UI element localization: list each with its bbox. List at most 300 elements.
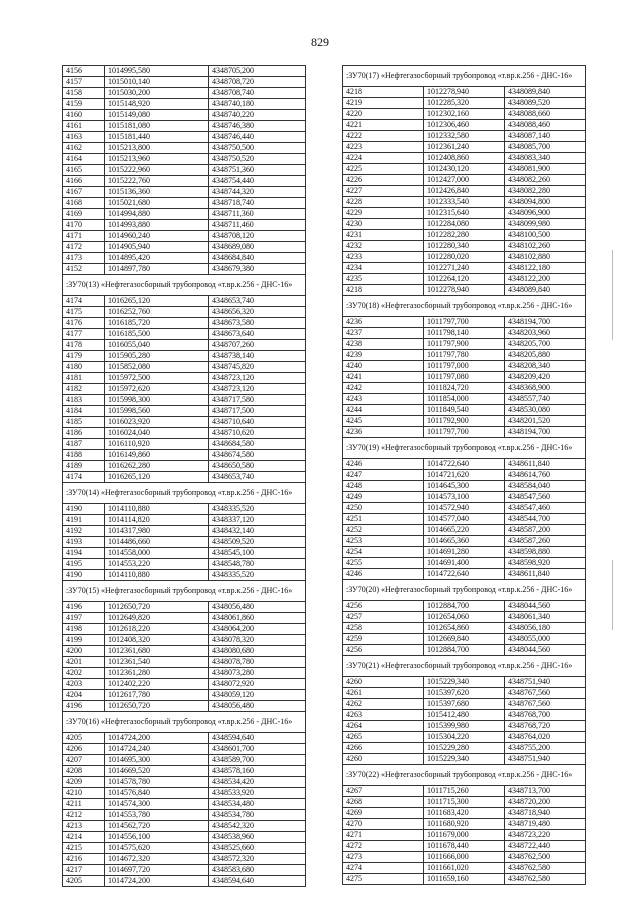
x-coordinate: 1011798,140 [424, 328, 505, 339]
y-coordinate: 4348583,680 [209, 865, 306, 876]
y-coordinate: 4348209,420 [505, 372, 586, 383]
point-number: 4199 [63, 635, 105, 646]
y-coordinate: 4348044,560 [505, 601, 586, 612]
table-row [343, 241, 586, 252]
point-number: 4228 [343, 197, 424, 208]
point-number: 4177 [63, 329, 105, 340]
x-coordinate: 1015229,280 [424, 743, 505, 754]
point-number: 4221 [343, 120, 424, 131]
table-row [343, 754, 586, 765]
point-number: 4253 [343, 536, 424, 547]
y-coordinate: 4348089,840 [505, 285, 586, 296]
table-row [343, 623, 586, 634]
y-coordinate: 4348530,080 [505, 405, 586, 416]
table-row [343, 175, 586, 186]
x-coordinate: 1012361,240 [424, 142, 505, 153]
point-number: 4219 [343, 98, 424, 109]
point-number: 4198 [63, 624, 105, 635]
x-coordinate: 1014576,840 [105, 788, 209, 799]
y-coordinate: 4348598,880 [505, 547, 586, 558]
x-coordinate: 1014697,720 [105, 865, 209, 876]
section-header-row [343, 580, 586, 601]
x-coordinate: 1011797,780 [424, 350, 505, 361]
y-coordinate: 4348740,220 [209, 110, 306, 121]
table-row [63, 296, 306, 307]
point-number: 4227 [343, 186, 424, 197]
x-coordinate: 1012430,120 [424, 164, 505, 175]
y-coordinate: 4348578,160 [209, 766, 306, 777]
table-row [63, 635, 306, 646]
table-row [343, 350, 586, 361]
table-row [63, 624, 306, 635]
x-coordinate: 1016023,920 [105, 417, 209, 428]
y-coordinate: 4348653,740 [209, 296, 306, 307]
x-coordinate: 1012333,540 [424, 197, 505, 208]
point-number: 4206 [63, 744, 105, 755]
table-row [343, 208, 586, 219]
table-row [343, 263, 586, 274]
x-coordinate: 1012306,460 [424, 120, 505, 131]
y-coordinate: 4348587,200 [505, 525, 586, 536]
y-coordinate: 4348594,640 [209, 733, 306, 744]
x-coordinate: 1015222,760 [105, 176, 209, 187]
y-coordinate: 4348337,120 [209, 515, 306, 526]
x-coordinate: 1016262,280 [105, 461, 209, 472]
table-row [343, 612, 586, 623]
x-coordinate: 1011824,720 [424, 383, 505, 394]
x-coordinate: 1014575,620 [105, 843, 209, 854]
y-coordinate: 4348088,660 [505, 109, 586, 120]
point-number: 4212 [63, 810, 105, 821]
y-coordinate: 4348717,580 [209, 395, 306, 406]
point-number: 4255 [343, 558, 424, 569]
table-row [343, 536, 586, 547]
y-coordinate: 4348056,480 [209, 701, 306, 712]
table-row [343, 863, 586, 874]
y-coordinate: 4348718,940 [505, 808, 586, 819]
x-coordinate: 1011659,160 [424, 874, 505, 885]
x-coordinate: 1014486,660 [105, 537, 209, 548]
table-row [343, 645, 586, 656]
table-row [63, 515, 306, 526]
page-edge-mark [612, 560, 613, 630]
y-coordinate: 4348082,260 [505, 175, 586, 186]
section-header-row [63, 712, 306, 733]
x-coordinate: 1012427,000 [424, 175, 505, 186]
table-row [63, 264, 306, 275]
x-coordinate: 1014573,100 [424, 492, 505, 503]
table-row [63, 329, 306, 340]
point-number: 4256 [343, 601, 424, 612]
x-coordinate: 1015181,080 [105, 121, 209, 132]
y-coordinate: 4348722,440 [505, 841, 586, 852]
table-row [343, 677, 586, 688]
x-coordinate: 1015021,680 [105, 198, 209, 209]
table-row [343, 808, 586, 819]
x-coordinate: 1014993,880 [105, 220, 209, 231]
table-row [343, 492, 586, 503]
y-coordinate: 4348762,580 [505, 863, 586, 874]
table-row [63, 679, 306, 690]
table-row [343, 186, 586, 197]
y-coordinate: 4348762,500 [505, 852, 586, 863]
point-number: 4269 [343, 808, 424, 819]
table-row [63, 854, 306, 865]
x-coordinate: 1016252,760 [105, 307, 209, 318]
point-number: 4172 [63, 242, 105, 253]
x-coordinate: 1014665,360 [424, 536, 505, 547]
table-row [343, 339, 586, 350]
table-row [343, 230, 586, 241]
table-row [63, 843, 306, 854]
table-row [343, 416, 586, 427]
section-header-row [63, 275, 306, 296]
y-coordinate: 4348684,840 [209, 253, 306, 264]
y-coordinate: 4348713,700 [505, 786, 586, 797]
x-coordinate: 1012282,280 [424, 230, 505, 241]
table-row [63, 744, 306, 755]
table-row [343, 427, 586, 438]
point-number: 4195 [63, 559, 105, 570]
point-number: 4222 [343, 131, 424, 142]
x-coordinate: 1014724,200 [105, 733, 209, 744]
y-coordinate: 4348708,740 [209, 88, 306, 99]
point-number: 4190 [63, 504, 105, 515]
y-coordinate: 4348557,740 [505, 394, 586, 405]
y-coordinate: 4348754,440 [209, 176, 306, 187]
point-number: 4203 [63, 679, 105, 690]
y-coordinate: 4348708,120 [209, 231, 306, 242]
x-coordinate: 1012361,540 [105, 657, 209, 668]
y-coordinate: 4348656,320 [209, 307, 306, 318]
table-row [343, 721, 586, 732]
y-coordinate: 4348719,480 [505, 819, 586, 830]
y-coordinate: 4348598,920 [505, 558, 586, 569]
point-number: 4233 [343, 252, 424, 263]
x-coordinate: 1016055,040 [105, 340, 209, 351]
x-coordinate: 1014110,880 [105, 570, 209, 581]
table-row [63, 209, 306, 220]
y-coordinate: 4348538,960 [209, 832, 306, 843]
y-coordinate: 4348584,040 [505, 481, 586, 492]
x-coordinate: 1012884,700 [424, 645, 505, 656]
coordinates-table [342, 65, 586, 885]
y-coordinate: 4348708,720 [209, 77, 306, 88]
x-coordinate: 1014669,520 [105, 766, 209, 777]
section-header: :ЗУ70(15) «Нефтегазосборный трубопровод «т.вр.к.256 - ДНС-16» [63, 581, 306, 602]
point-number: 4181 [63, 373, 105, 384]
x-coordinate: 1012302,160 [424, 109, 505, 120]
x-coordinate: 1012426,840 [424, 186, 505, 197]
point-number: 4267 [343, 786, 424, 797]
y-coordinate: 4348679,380 [209, 264, 306, 275]
section-header-row [63, 483, 306, 504]
table-row [63, 865, 306, 876]
point-number: 4190 [63, 570, 105, 581]
x-coordinate: 1012285,320 [424, 98, 505, 109]
point-number: 4196 [63, 602, 105, 613]
table-row [63, 570, 306, 581]
x-coordinate: 1014722,640 [424, 569, 505, 580]
table-row [343, 87, 586, 98]
y-coordinate: 4348064,200 [209, 624, 306, 635]
x-coordinate: 1015972,500 [105, 373, 209, 384]
table-row [63, 88, 306, 99]
x-coordinate: 1014691,400 [424, 558, 505, 569]
y-coordinate: 4348534,480 [209, 799, 306, 810]
table-row [343, 688, 586, 699]
x-coordinate: 1014577,040 [424, 514, 505, 525]
x-coordinate: 1011797,900 [424, 339, 505, 350]
point-number: 4275 [343, 874, 424, 885]
x-coordinate: 1015905,280 [105, 351, 209, 362]
x-coordinate: 1014645,300 [424, 481, 505, 492]
section-header-row [343, 656, 586, 677]
point-number: 4194 [63, 548, 105, 559]
point-number: 4256 [343, 645, 424, 656]
point-number: 4205 [63, 733, 105, 744]
point-number: 4208 [63, 766, 105, 777]
point-number: 4272 [343, 841, 424, 852]
y-coordinate: 4348533,920 [209, 788, 306, 799]
point-number: 4168 [63, 198, 105, 209]
x-coordinate: 1015399,980 [424, 721, 505, 732]
point-number: 4192 [63, 526, 105, 537]
point-number: 4179 [63, 351, 105, 362]
y-coordinate: 4348750,520 [209, 154, 306, 165]
x-coordinate: 1012280,340 [424, 241, 505, 252]
section-header: :ЗУ70(17) «Нефтегазосборный трубопровод «т.вр.к.256 - ДНС-16» [343, 66, 586, 87]
point-number: 4185 [63, 417, 105, 428]
y-coordinate: 4348653,740 [209, 472, 306, 483]
y-coordinate: 4348534,420 [209, 777, 306, 788]
y-coordinate: 4348547,560 [505, 492, 586, 503]
point-number: 4178 [63, 340, 105, 351]
section-header-row [343, 296, 586, 317]
y-coordinate: 4348674,580 [209, 450, 306, 461]
x-coordinate: 1012278,940 [424, 87, 505, 98]
section-header-row [63, 581, 306, 602]
point-number: 4200 [63, 646, 105, 657]
y-coordinate: 4348751,940 [505, 677, 586, 688]
y-coordinate: 4348194,700 [505, 317, 586, 328]
table-row [63, 876, 306, 887]
table-row [63, 602, 306, 613]
x-coordinate: 1015852,080 [105, 362, 209, 373]
x-coordinate: 1015181,440 [105, 132, 209, 143]
x-coordinate: 1015998,560 [105, 406, 209, 417]
table-row [343, 601, 586, 612]
table-row [63, 810, 306, 821]
y-coordinate: 4348710,620 [209, 428, 306, 439]
y-coordinate: 4348205,880 [505, 350, 586, 361]
point-number: 4156 [63, 66, 105, 77]
table-row [343, 361, 586, 372]
y-coordinate: 4348750,500 [209, 143, 306, 154]
table-row [343, 852, 586, 863]
x-coordinate: 1011679,000 [424, 830, 505, 841]
section-header-row [343, 765, 586, 786]
x-coordinate: 1014114,820 [105, 515, 209, 526]
table-row [343, 710, 586, 721]
point-number: 4257 [343, 612, 424, 623]
point-number: 4197 [63, 613, 105, 624]
x-coordinate: 1015304,220 [424, 732, 505, 743]
table-row [343, 131, 586, 142]
x-coordinate: 1014960,240 [105, 231, 209, 242]
y-coordinate: 4348072,920 [209, 679, 306, 690]
point-number: 4176 [63, 318, 105, 329]
y-coordinate: 4348082,280 [505, 186, 586, 197]
point-number: 4235 [343, 274, 424, 285]
y-coordinate: 4348083,340 [505, 153, 586, 164]
point-number: 4169 [63, 209, 105, 220]
point-number: 4173 [63, 253, 105, 264]
table-row [343, 153, 586, 164]
y-coordinate: 4348707,260 [209, 340, 306, 351]
point-number: 4236 [343, 317, 424, 328]
point-number: 4243 [343, 394, 424, 405]
x-coordinate: 1015213,800 [105, 143, 209, 154]
y-coordinate: 4348201,520 [505, 416, 586, 427]
point-number: 4273 [343, 852, 424, 863]
section-header: :ЗУ70(14) «Нефтегазосборный трубопровод «т.вр.к.256 - ДНС-16» [63, 483, 306, 504]
x-coordinate: 1016265,120 [105, 472, 209, 483]
table-row [63, 373, 306, 384]
table-row [343, 164, 586, 175]
x-coordinate: 1014562,720 [105, 821, 209, 832]
x-coordinate: 1014556,100 [105, 832, 209, 843]
x-coordinate: 1011661,020 [424, 863, 505, 874]
y-coordinate: 4348078,780 [209, 657, 306, 668]
point-number: 4271 [343, 830, 424, 841]
y-coordinate: 4348099,980 [505, 219, 586, 230]
table-row [63, 526, 306, 537]
y-coordinate: 4348122,200 [505, 274, 586, 285]
table-row [343, 219, 586, 230]
x-coordinate: 1014724,200 [105, 876, 209, 887]
x-coordinate: 1014722,640 [424, 459, 505, 470]
y-coordinate: 4348548,780 [209, 559, 306, 570]
table-row [343, 830, 586, 841]
x-coordinate: 1011854,000 [424, 394, 505, 405]
y-coordinate: 4348044,560 [505, 645, 586, 656]
y-coordinate: 4348767,560 [505, 688, 586, 699]
point-number: 4174 [63, 296, 105, 307]
x-coordinate: 1016110,920 [105, 439, 209, 450]
y-coordinate: 4348547,460 [505, 503, 586, 514]
y-coordinate: 4348122,180 [505, 263, 586, 274]
y-coordinate: 4348094,800 [505, 197, 586, 208]
y-coordinate: 4348611,840 [505, 569, 586, 580]
y-coordinate: 4348767,560 [505, 699, 586, 710]
y-coordinate: 4348723,120 [209, 384, 306, 395]
x-coordinate: 1011715,300 [424, 797, 505, 808]
table-row [63, 231, 306, 242]
y-coordinate: 4348689,080 [209, 242, 306, 253]
x-coordinate: 1015397,680 [424, 699, 505, 710]
table-row [343, 558, 586, 569]
y-coordinate: 4348587,260 [505, 536, 586, 547]
table-row [63, 766, 306, 777]
table-row [63, 701, 306, 712]
table-row [343, 285, 586, 296]
y-coordinate: 4348203,960 [505, 328, 586, 339]
x-coordinate: 1015149,080 [105, 110, 209, 121]
x-coordinate: 1012617,780 [105, 690, 209, 701]
y-coordinate: 4348194,700 [505, 427, 586, 438]
point-number: 4224 [343, 153, 424, 164]
point-number: 4210 [63, 788, 105, 799]
x-coordinate: 1014994,880 [105, 209, 209, 220]
x-coordinate: 1015998,300 [105, 395, 209, 406]
point-number: 4167 [63, 187, 105, 198]
point-number: 4180 [63, 362, 105, 373]
table-row [63, 99, 306, 110]
point-number: 4240 [343, 361, 424, 372]
table-row [63, 439, 306, 450]
point-number: 4187 [63, 439, 105, 450]
y-coordinate: 4348059,120 [209, 690, 306, 701]
y-coordinate: 4348740,180 [209, 99, 306, 110]
point-number: 4171 [63, 231, 105, 242]
point-number: 4259 [343, 634, 424, 645]
point-number: 4218 [343, 87, 424, 98]
point-number: 4196 [63, 701, 105, 712]
x-coordinate: 1012402,220 [105, 679, 209, 690]
x-coordinate: 1011678,440 [424, 841, 505, 852]
point-number: 4234 [343, 263, 424, 274]
y-coordinate: 4348611,840 [505, 459, 586, 470]
point-number: 4165 [63, 165, 105, 176]
y-coordinate: 4348762,580 [505, 874, 586, 885]
x-coordinate: 1014572,940 [424, 503, 505, 514]
x-coordinate: 1014110,880 [105, 504, 209, 515]
y-coordinate: 4348710,640 [209, 417, 306, 428]
x-coordinate: 1015030,200 [105, 88, 209, 99]
x-coordinate: 1016149,860 [105, 450, 209, 461]
table-row [343, 383, 586, 394]
point-number: 4270 [343, 819, 424, 830]
y-coordinate: 4348544,700 [505, 514, 586, 525]
table-row [343, 274, 586, 285]
point-number: 4242 [343, 383, 424, 394]
point-number: 4209 [63, 777, 105, 788]
point-number: 4214 [63, 832, 105, 843]
table-row [343, 819, 586, 830]
x-coordinate: 1011797,700 [424, 427, 505, 438]
x-coordinate: 1016185,500 [105, 329, 209, 340]
y-coordinate: 4348081,900 [505, 164, 586, 175]
table-row [63, 77, 306, 88]
y-coordinate: 4348768,720 [505, 721, 586, 732]
table-row [63, 504, 306, 515]
x-coordinate: 1015397,620 [424, 688, 505, 699]
table-row [343, 197, 586, 208]
x-coordinate: 1012278,940 [424, 285, 505, 296]
x-coordinate: 1014905,940 [105, 242, 209, 253]
table-row [63, 154, 306, 165]
y-coordinate: 4348055,000 [505, 634, 586, 645]
x-coordinate: 1012332,580 [424, 131, 505, 142]
table-row [343, 786, 586, 797]
x-coordinate: 1015010,140 [105, 77, 209, 88]
point-number: 4246 [343, 569, 424, 580]
table-row [343, 394, 586, 405]
y-coordinate: 4348711,460 [209, 220, 306, 231]
point-number: 4188 [63, 450, 105, 461]
y-coordinate: 4348746,440 [209, 132, 306, 143]
